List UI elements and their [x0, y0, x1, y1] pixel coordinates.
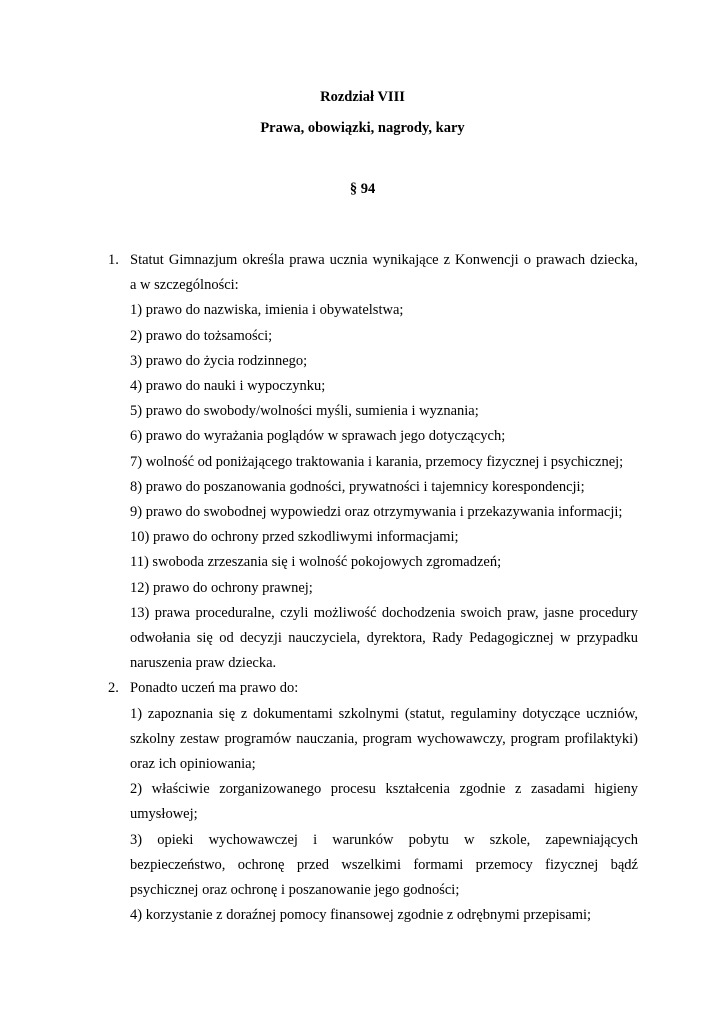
list-item: 5) prawo do swobody/wolności myśli, sumienia i wyznania;: [130, 403, 479, 420]
list-item: 10) prawo do ochrony przed szkodliwymi informacjami;: [130, 529, 459, 546]
item-4: 4) korzystanie z doraźnej pomocy finansowej zgodnie z odrębnymi przepisami;: [130, 907, 592, 924]
item-13-line-1: 13) prawa proceduralne, czyli możliwość dochodzenia swoich praw, jasne procedury: [130, 604, 638, 621]
item-1-line-3: oraz ich opiniowania;: [130, 756, 256, 773]
section-2: [0, 676, 725, 928]
chapter-title: Prawa, obowiązki, nagrody, kary: [260, 120, 465, 136]
list-item: 12) prawo do ochrony prawnej;: [130, 579, 313, 596]
item-2-line-1: 2) właściwie zorganizowanego procesu kształcenia zgodnie z zasadami higieny: [130, 781, 638, 798]
section-2-intro: Ponadto uczeń ma prawo do:: [130, 680, 299, 697]
list-item: 4) prawo do nauki i wypoczynku;: [130, 378, 326, 395]
rights-list: [0, 248, 725, 928]
item-13-line-2: odwołania się od decyzji nauczyciela, dyrektora, Rady Pedagogicznej w przypadku: [130, 630, 638, 647]
list-item: 11) swoboda zrzeszania się i wolność pokojowych zgromadzeń;: [130, 554, 502, 571]
list-item: 7) wolność od poniżającego traktowania i karania, przemocy fizycznej i psychicznej;: [130, 453, 624, 470]
section-2-number: 2.: [108, 680, 119, 697]
item-1-line-1: 1) zapoznania się z dokumentami szkolnymi (statut, regulaminy dotyczące uczniów,: [130, 705, 638, 722]
list-item: 6) prawo do wyrażania poglądów w sprawach jego dotyczących;: [130, 428, 506, 445]
section-1-number: 1.: [108, 252, 119, 268]
list-item: 8) prawo do poszanowania godności, prywatności i tajemnicy korespondencji;: [130, 478, 585, 495]
list-item: 2) prawo do tożsamości;: [130, 327, 273, 344]
section-1-intro-line-2: a w szczególności:: [130, 277, 239, 294]
list-item: 1) prawo do nazwiska, imienia i obywatelstwa;: [130, 302, 404, 319]
item-3-line-1: 3) opieki wychowawczej i warunków pobytu w szkole, zapewniających: [130, 831, 638, 848]
item-13-line-3: naruszenia praw dziecka.: [130, 655, 277, 672]
list-item: 9) prawo do swobodnej wypowiedzi oraz otrzymywania i przekazywania informacji;: [130, 504, 623, 521]
list-item: 3) prawo do życia rodzinnego;: [130, 352, 308, 369]
item-2-line-2: umysłowej;: [130, 806, 198, 823]
chapter-heading: Rozdział VIII: [320, 89, 405, 105]
section-1-body: [130, 248, 638, 676]
section-2-body: [130, 676, 638, 928]
item-1-line-2: szkolny zestaw programów nauczania, program wychowawczy, program profilaktyki): [130, 730, 638, 747]
section-1-intro-line-1: Statut Gimnazjum określa prawa ucznia wynikające z Konwencji o prawach dziecka,: [130, 252, 638, 268]
item-3-line-3: psychicznej oraz ochronę i poszanowanie jego godności;: [130, 882, 460, 899]
section-1: [0, 248, 725, 676]
paragraph-number: § 94: [349, 181, 376, 197]
item-3-line-2: bezpieczeństwo, ochronę przed wszelkimi formami przemocy fizycznej bądź: [130, 856, 638, 873]
